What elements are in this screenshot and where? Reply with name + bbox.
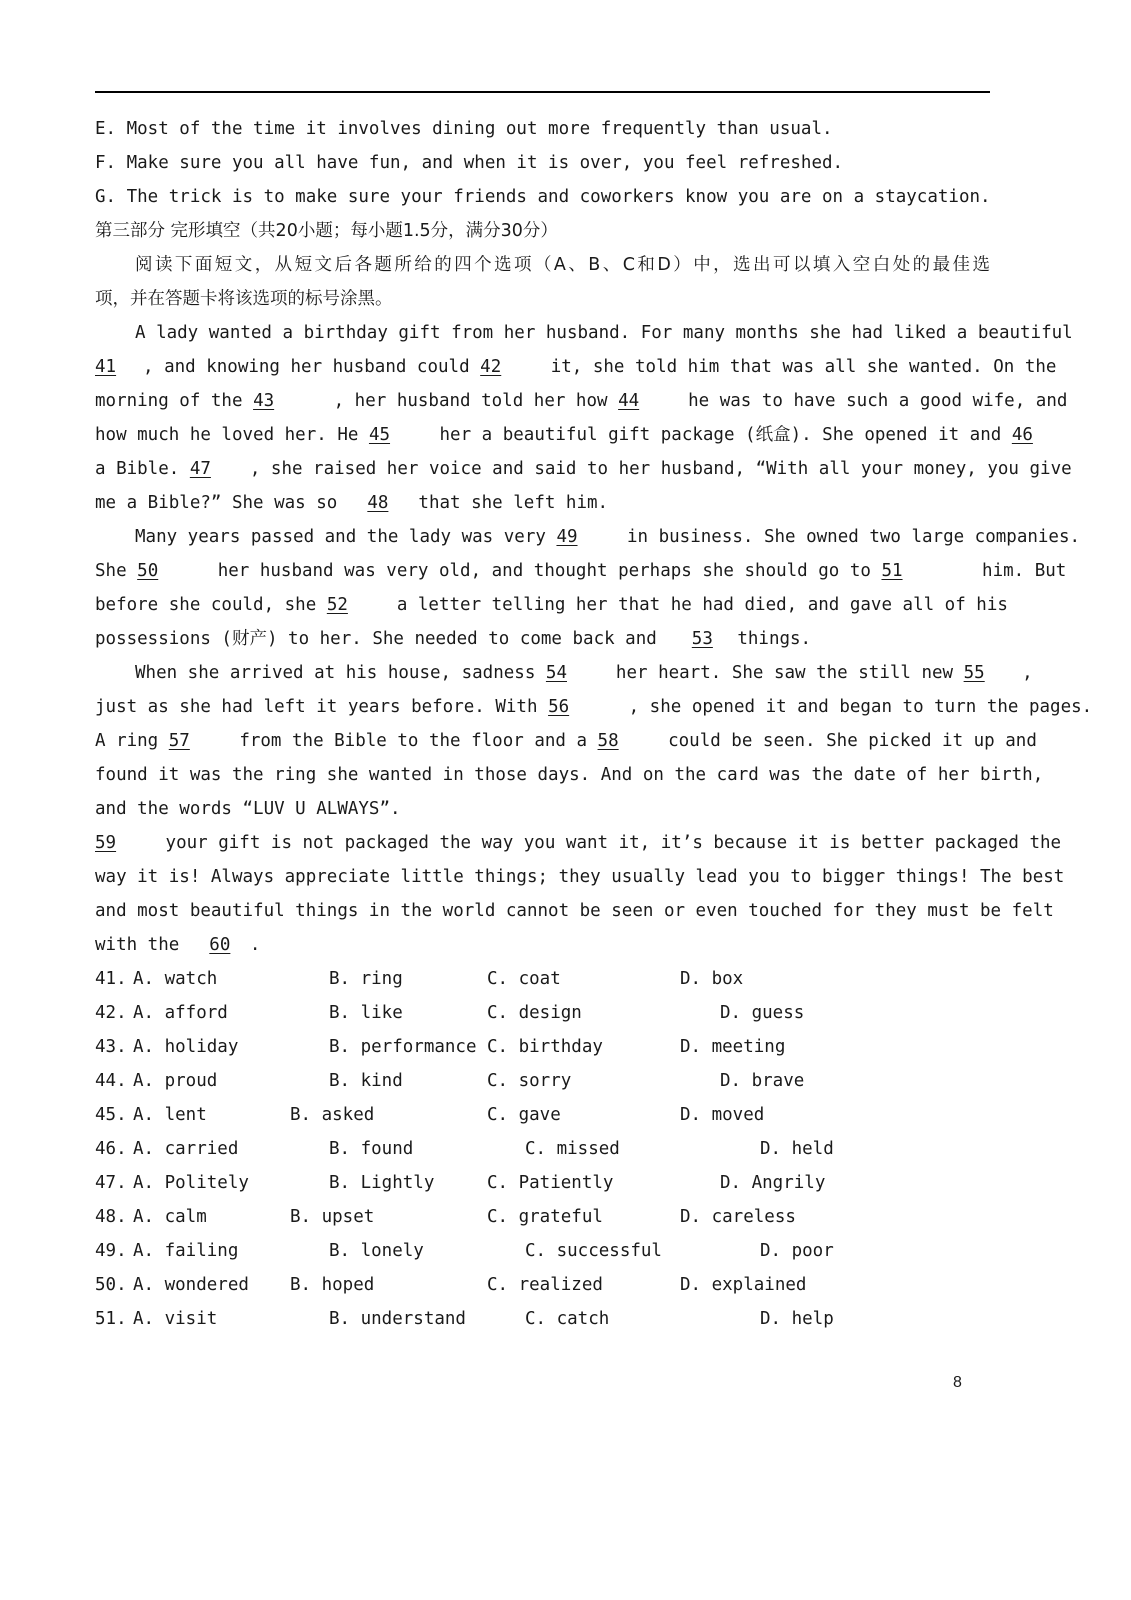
question-options xyxy=(95,962,990,1336)
option-d: D. moved xyxy=(680,1105,765,1125)
option-b: B. found xyxy=(329,1139,414,1159)
option-a: A. wondered xyxy=(133,1275,249,1295)
page-number: 8 xyxy=(953,1374,962,1391)
question-45: 45. A. lent B. asked C. gave D. moved xyxy=(95,1098,990,1132)
option-c: C. realized xyxy=(487,1275,603,1295)
option-a: A. Politely xyxy=(133,1173,249,1193)
option-d: D. explained xyxy=(680,1275,807,1295)
blank-58: 58 xyxy=(597,731,619,751)
option-b: B. ring xyxy=(329,969,403,989)
option-d: D. meeting xyxy=(680,1037,786,1057)
instructions-line-2: 项，并在答题卡将该选项的标号涂黑。 xyxy=(95,289,393,309)
option-a: A. watch xyxy=(133,969,218,989)
option-d: D. guess xyxy=(720,1003,805,1023)
option-a: A. lent xyxy=(133,1105,207,1125)
option-b: B. asked xyxy=(290,1105,375,1125)
option-b: B. hoped xyxy=(290,1275,375,1295)
blank-53: 53 xyxy=(691,629,713,649)
passage-line: found it was the ring she wanted in those days. And on the card was the date of her birth, xyxy=(95,765,1044,785)
passage-line: A lady wanted a birthday gift from her husband. For many months she had liked a beautiful xyxy=(135,323,1073,343)
blank-42: 42 xyxy=(480,357,502,377)
option-d: D. poor xyxy=(760,1241,834,1261)
passage-line: a Bible. 47 , she raised her voice and said to her husband, “With all your money, you give xyxy=(95,452,990,486)
passage-line: She 50 her husband was very old, and thought perhaps she should go to 51 him. But xyxy=(95,554,990,588)
option-a: A. failing xyxy=(133,1241,239,1261)
blank-46: 46 xyxy=(1011,425,1033,445)
passage-line: and most beautiful things in the world cannot be seen or even touched for they must be felt xyxy=(95,901,1054,921)
blank-54: 54 xyxy=(545,663,567,683)
blank-45: 45 xyxy=(368,425,391,445)
passage-line: before she could, she 52 a letter telling her that he had died, and gave all of his xyxy=(95,588,990,622)
header-rule xyxy=(95,91,990,93)
option-a: A. visit xyxy=(133,1309,218,1329)
option-c: C. gave xyxy=(487,1105,561,1125)
passage-line: and the words “LUV U ALWAYS”. xyxy=(95,799,401,819)
section-title: 第三部分 完形填空（共20小题；每小题1.5分，满分30分） xyxy=(95,221,558,241)
option-b: B. kind xyxy=(329,1071,403,1091)
option-a: A. holiday xyxy=(133,1037,239,1057)
instructions-line-1: 阅读下面短文，从短文后各题所给的四个选项（A、B、C和D）中，选出可以填入空白处的最佳选 xyxy=(135,255,990,275)
question-44: 44. A. proud B. kind C. sorry D. brave xyxy=(95,1064,990,1098)
option-b: B. like xyxy=(329,1003,403,1023)
option-f: F. Make sure you all have fun, and when it is over, you feel refreshed. xyxy=(95,153,844,173)
blank-57: 57 xyxy=(168,731,190,751)
option-d: D. help xyxy=(760,1309,834,1329)
question-51: 51. A. visit B. understand C. catch D. help xyxy=(95,1302,990,1336)
option-a: A. calm xyxy=(133,1207,207,1227)
blank-51: 51 xyxy=(881,561,903,581)
passage-line: way it is! Always appreciate little things; they usually lead you to bigger things! The best xyxy=(95,867,1065,887)
passage-line: Many years passed and the lady was very 49 in business. She owned two large companies. xyxy=(95,520,990,554)
blank-60: 60 xyxy=(209,935,231,955)
passage-line: me a Bible?” She was so 48 that she left him. xyxy=(95,486,990,520)
option-c: C. missed xyxy=(525,1139,620,1159)
blank-47: 47 xyxy=(189,459,211,479)
blank-49: 49 xyxy=(556,527,578,547)
passage-line: morning of the 43 , her husband told her how 44 he was to have such a good wife, and xyxy=(95,384,990,418)
option-b: B. Lightly xyxy=(329,1173,435,1193)
passage-line: just as she had left it years before. With 56 , she opened it and began to turn the pages. xyxy=(95,690,990,724)
option-g: G. The trick is to make sure your friends and coworkers know you are on a staycation. xyxy=(95,187,991,207)
blank-56: 56 xyxy=(548,697,570,717)
option-e: E. Most of the time it involves dining out more frequently than usual. xyxy=(95,119,833,139)
option-d: D. held xyxy=(760,1139,834,1159)
blank-55: 55 xyxy=(963,663,985,683)
question-42: 42. A. afford B. like C. design D. guess xyxy=(95,996,990,1030)
option-d: D. careless xyxy=(680,1207,796,1227)
exam-page xyxy=(95,112,1093,1336)
option-d: D. Angrily xyxy=(720,1173,826,1193)
passage-line: with the 60 . xyxy=(95,928,990,962)
option-c: C. catch xyxy=(525,1309,610,1329)
option-b: B. understand xyxy=(329,1309,466,1329)
option-a: A. afford xyxy=(133,1003,228,1023)
question-46: 46. A. carried B. found C. missed D. held xyxy=(95,1132,990,1166)
question-50: 50. A. wondered B. hoped C. realized D. explained xyxy=(95,1268,990,1302)
option-b: B. upset xyxy=(290,1207,375,1227)
blank-52: 52 xyxy=(326,595,348,615)
passage-line: 41 , and knowing her husband could 42 it, she told him that was all she wanted. On the xyxy=(95,350,990,384)
option-c: C. sorry xyxy=(487,1071,572,1091)
option-b: B. performance xyxy=(329,1037,477,1057)
option-c: C. grateful xyxy=(487,1207,603,1227)
blank-50: 50 xyxy=(137,561,159,581)
option-d: D. box xyxy=(680,969,744,989)
option-a: A. carried xyxy=(133,1139,239,1159)
option-c: C. design xyxy=(487,1003,582,1023)
question-49: 49. A. failing B. lonely C. successful D. poor xyxy=(95,1234,990,1268)
blank-48: 48 xyxy=(367,493,389,513)
option-b: B. lonely xyxy=(329,1241,424,1261)
option-c: C. Patiently xyxy=(487,1173,614,1193)
blank-59: 59 xyxy=(95,833,117,853)
passage-line: possessions (财产) to her. She needed to come back and 53 things. xyxy=(95,622,990,656)
option-c: C. successful xyxy=(525,1241,662,1261)
option-a: A. proud xyxy=(133,1071,218,1091)
question-47: 47. A. Politely B. Lightly C. Patiently D. Angrily xyxy=(95,1166,990,1200)
option-d: D. brave xyxy=(720,1071,805,1091)
option-c: C. coat xyxy=(487,969,561,989)
question-48: 48. A. calm B. upset C. grateful D. careless xyxy=(95,1200,990,1234)
passage-line: A ring 57 from the Bible to the floor and a 58 could be seen. She picked it up and xyxy=(95,724,990,758)
passage-line: 59 your gift is not packaged the way you want it, it’s because it is better packaged the xyxy=(95,826,990,860)
passage-line: When she arrived at his house, sadness 54 her heart. She saw the still new 55 , xyxy=(95,656,990,690)
blank-41: 41 xyxy=(95,357,117,377)
cloze-passage xyxy=(95,316,1093,962)
passage-line: how much he loved her. He 45 her a beautiful gift package (纸盒). She opened it and 46 xyxy=(95,418,990,452)
blank-43: 43 xyxy=(253,391,275,411)
blank-44: 44 xyxy=(618,391,640,411)
option-c: C. birthday xyxy=(487,1037,603,1057)
question-43: 43. A. holiday B. performance C. birthday D. meeting xyxy=(95,1030,990,1064)
question-41: 41. A. watch B. ring C. coat D. box xyxy=(95,962,990,996)
